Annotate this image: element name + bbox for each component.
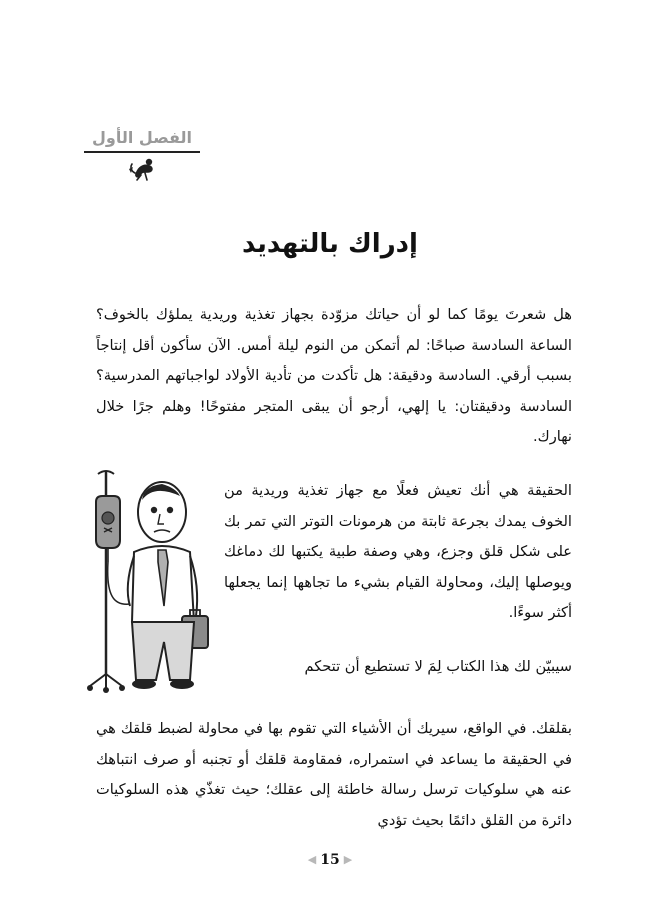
paragraph-truth: الحقيقة هي أنك تعيش فعلًا مع جهاز تغذية وريدية من الخوف يمدك بجرعة ثابتة من هرمونات التوتر التي تمر بك على شكل قلق وجزع، وهي وصفة طبية يكتبها لك دماغك ويوصلها إليك، ومحاولة القيام بشيء ما تجاهها إنما يجعلها أكثر سوءًا. bbox=[224, 482, 572, 622]
man-with-iv-drip-illustration bbox=[84, 466, 216, 694]
page-number bbox=[0, 852, 660, 868]
monkey-ornament-icon bbox=[127, 155, 157, 181]
paragraph-intro: هل شعرتَ يومًا كما لو أن حياتك مزوّدة بجهاز تغذية وريدية يملؤك بالخوف؟ الساعة السادسة صباحًا: لم أتمكن من النوم ليلة أمس. الآن سأكون أقل إنتاجاً بسبب أرقي. السادسة ودقيقة: هل تأكدت من تأدية الأولاد لواجباتهم المدرسية؟ السادسة ودقيقتان: يا إلهي، أرجو أن يبقى المتجر مفتوحًا! وهلم جرًا خلال نهارك. bbox=[96, 306, 572, 446]
paragraph-continued: بقلقك. في الواقع، سيريك أن الأشياء التي تقوم بها في محاولة لضبط قلقك هي في الحقيقة ما يساعد في استمراره، فمقاومة قلقك أو تجنبه أو صرف انتباهك عنه هي سلوكيات ترسل رسالة خاطئة إلى عقلك؛ حيث تغذّي هذه السلوكيات دائرة من القلق دائمًا بحيث تؤدي bbox=[96, 720, 572, 829]
page-number-text: 15 bbox=[320, 852, 340, 868]
section-title: إدراك بالتهديد bbox=[242, 229, 418, 260]
page-left-arrow-icon: ◀ bbox=[307, 853, 317, 866]
chapter-label: الفصل الأول bbox=[92, 128, 192, 147]
chapter-rule bbox=[84, 151, 200, 153]
chapter-header bbox=[84, 128, 200, 185]
paragraph-book-intro: سيبيّن لك هذا الكتاب لِمَ لا تستطيع أن تتحكم bbox=[304, 658, 572, 675]
page-right-arrow-icon: ▶ bbox=[343, 853, 353, 866]
